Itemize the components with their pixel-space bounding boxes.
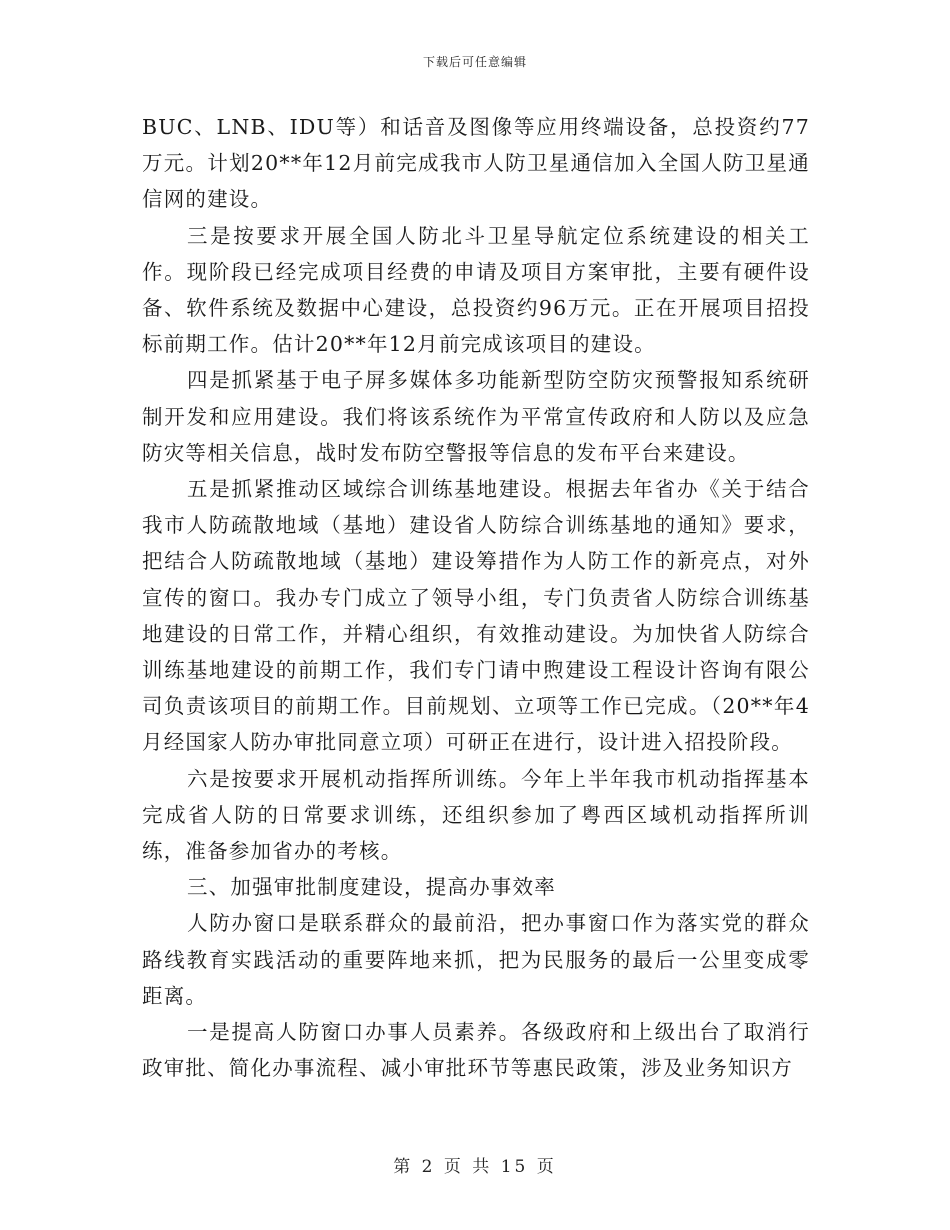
page-number: 第 2 页 共 15 页 xyxy=(393,1157,557,1177)
paragraph-1: BUC、LNB、IDU等）和话音及图像等应用终端设备，总投资约77万元。计划20**年12月前完成我市人防卫星通信加入全国人防卫星通信网的建设。 xyxy=(142,115,810,212)
paragraph-6: 人防办窗口是联系群众的最前沿，把办事窗口作为落实党的群众路线教育实践活动的重要阵地来抓，把为民服务的最后一公里变成零距离。 xyxy=(142,911,810,1008)
paragraph-7: 一是提高人防窗口办事人员素养。各级政府和上级出台了取消行政审批、简化办事流程、减小审批环节等惠民政策，涉及业务知识方 xyxy=(142,1020,810,1081)
section-heading: 三、加强审批制度建设，提高办事效率 xyxy=(187,875,556,900)
paragraph-4: 五是抓紧推动区域综合训练基地建设。根据去年省办《关于结合我市人防疏散地域（基地）建设省人防综合训练基地的通知》要求，把结合人防疏散地域（基地）建设筹措作为人防工作的新亮点，对外宣传的窗口。我办专门成立了领导小组，专门负责省人防综合训练基地建设的日常工作，并精心组织，有效推动建设。为加快省人防综合训练基地建设的前期工作，我们专门请中煦建设工程设计咨询有限公司负责该项目的前期工作。目前规划、立项等工作已完成。（20**年4月经国家人防办审批同意立项）可研正在进行，设计进入招投阶段。 xyxy=(142,477,810,755)
paragraph-2: 三是按要求开展全国人防北斗卫星导航定位系统建设的相关工作。现阶段已经完成项目经费的申请及项目方案审批，主要有硬件设备、软件系统及数据中心建设，总投资约96万元。正在开展项目招投标前期工作。估计20**年12月前完成该项目的建设。 xyxy=(142,223,810,357)
paragraph-3: 四是抓紧基于电子屏多媒体多功能新型防空防灾预警报知系统研制开发和应用建设。我们将该系统作为平常宣传政府和人防以及应急防灾等相关信息，战时发布防空警报等信息的发布平台来建设。 xyxy=(142,368,810,465)
paragraph-5: 六是按要求开展机动指挥所训练。今年上半年我市机动指挥基本完成省人防的日常要求训练，还组织参加了粤西区域机动指挥所训练，准备参加省办的考核。 xyxy=(142,766,810,864)
document-body xyxy=(142,109,810,1086)
page-header-note: 下载后可任意编辑 xyxy=(422,55,527,69)
